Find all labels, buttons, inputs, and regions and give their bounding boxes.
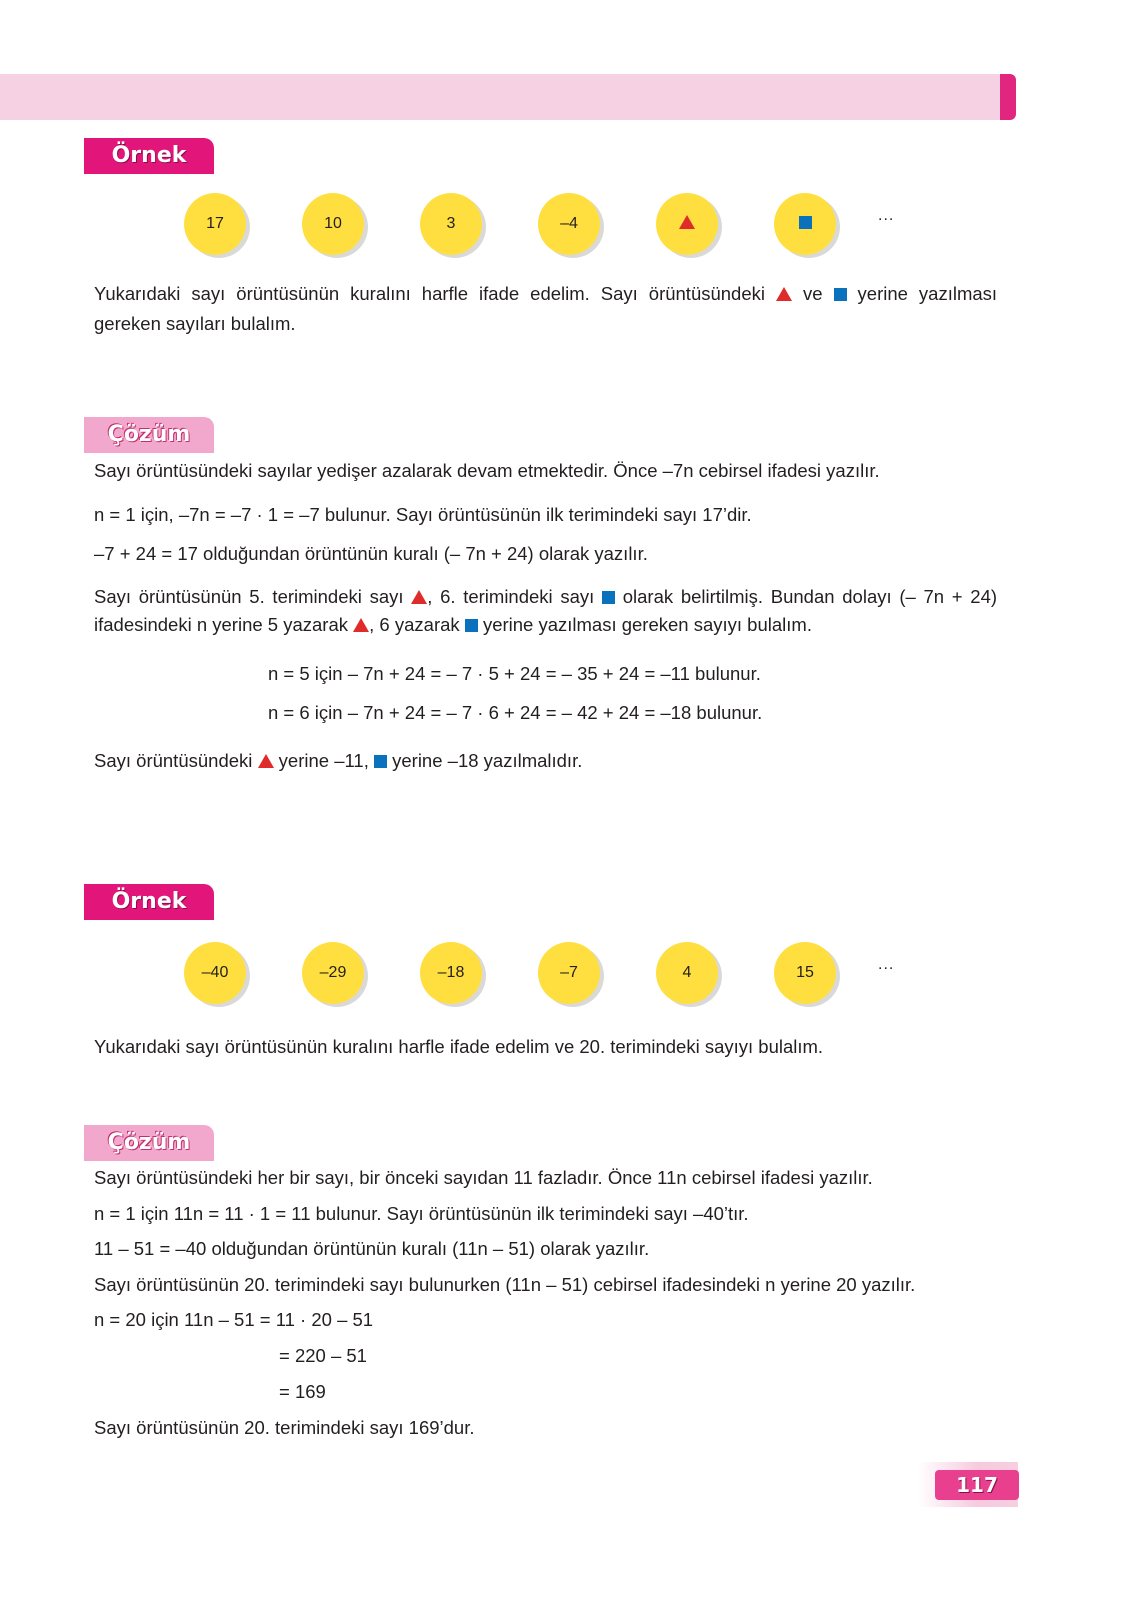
solution1-line3: –7 + 24 = 17 olduğundan örüntünün kuralı (– 7n + 24) olarak yazılır. — [94, 543, 648, 564]
solution1-equation1: n = 5 için – 7n + 24 = – 7 · 5 + 24 = – 35 + 24 = –11 bulunur. — [268, 663, 761, 684]
solution1-line5: ifadesindeki n yerine 5 yazarak , 6 yazarak yerine yazılması gereken sayıyı bulalım. — [94, 614, 812, 635]
square-icon — [374, 755, 387, 768]
square-icon — [834, 288, 847, 301]
solution1-line2: n = 1 için, –7n = –7 · 1 = –7 bulunur. Sayı örüntüsünün ilk terimindeki sayı 17’dir. — [94, 504, 752, 525]
solution2-line1: Sayı örüntüsündeki her bir sayı, bir önceki sayıdan 11 fazladır. Önce 11n cebirsel ifadesi yazılır. — [94, 1167, 873, 1188]
sequence-term: –29 — [302, 942, 364, 1004]
header-band-tab — [1000, 74, 1016, 120]
sequence-term: 17 — [184, 193, 246, 255]
sequence-term: –40 — [184, 942, 246, 1004]
page-number: 117 — [935, 1470, 1019, 1500]
solution1-line4: Sayı örüntüsünün 5. terimindeki sayı , 6. terimindeki sayı olarak belirtilmiş. Bundan dolayı (– 7n + 24) — [94, 586, 998, 607]
square-icon — [799, 216, 812, 229]
sequence-term: –18 — [420, 942, 482, 1004]
sequence-term: 3 — [420, 193, 482, 255]
solution2-line3: 11 – 51 = –40 olduğundan örüntünün kuralı (11n – 51) olarak yazılır. — [94, 1238, 650, 1259]
sequence-term-square — [774, 193, 836, 255]
triangle-icon — [258, 754, 274, 768]
triangle-icon — [776, 287, 792, 301]
sequence-ellipsis: ... — [878, 207, 895, 224]
solution2-line7: = 169 — [279, 1381, 326, 1402]
sequence-term: 4 — [656, 942, 718, 1004]
sequence-term-triangle — [656, 193, 718, 255]
sequence-term: 10 — [302, 193, 364, 255]
sequence-term: –7 — [538, 942, 600, 1004]
solution2-line5: n = 20 için 11n – 51 = 11 · 20 – 51 — [94, 1309, 374, 1330]
square-icon — [465, 619, 478, 632]
solution2-line4: Sayı örüntüsünün 20. terimindeki sayı bulunurken (11n – 51) cebirsel ifadesindeki n yerine 20 yazılır. — [94, 1274, 916, 1295]
triangle-icon — [353, 618, 369, 632]
sequence-ellipsis: ... — [878, 956, 895, 973]
solution1-conclusion: Sayı örüntüsündeki yerine –11, yerine –18 yazılmalıdır. — [94, 750, 583, 771]
sequence-term: 15 — [774, 942, 836, 1004]
solution1-line1: Sayı örüntüsündeki sayılar yedişer azalarak devam etmektedir. Önce –7n cebirsel ifadesi yazılır. — [94, 460, 880, 481]
solution2-line2: n = 1 için 11n = 11 · 1 = 11 bulunur. Sayı örüntüsünün ilk terimindeki sayı –40’tır. — [94, 1203, 749, 1224]
example1-question-line2: gereken sayıları bulalım. — [94, 313, 296, 334]
triangle-icon — [679, 215, 695, 229]
example-label-1: Örnek — [84, 138, 214, 174]
solution2-line6: = 220 – 51 — [279, 1345, 367, 1366]
example-label-2: Örnek — [84, 884, 214, 920]
solution2-line8: Sayı örüntüsünün 20. terimindeki sayı 169’dur. — [94, 1417, 475, 1438]
solution-label-2: Çözüm — [84, 1125, 214, 1161]
sequence-term: –4 — [538, 193, 600, 255]
solution1-equation2: n = 6 için – 7n + 24 = – 7 · 6 + 24 = – 42 + 24 = –18 bulunur. — [268, 702, 763, 723]
triangle-icon — [411, 590, 427, 604]
example1-question: Yukarıdaki sayı örüntüsünün kuralını harfle ifade edelim. Sayı örüntüsündeki ve yerine yazılması — [94, 283, 998, 304]
example2-question: Yukarıdaki sayı örüntüsünün kuralını harfle ifade edelim ve 20. terimindeki sayıyı bulalım. — [94, 1036, 824, 1057]
header-band — [0, 74, 1000, 120]
solution-label-1: Çözüm — [84, 417, 214, 453]
square-icon — [602, 591, 615, 604]
